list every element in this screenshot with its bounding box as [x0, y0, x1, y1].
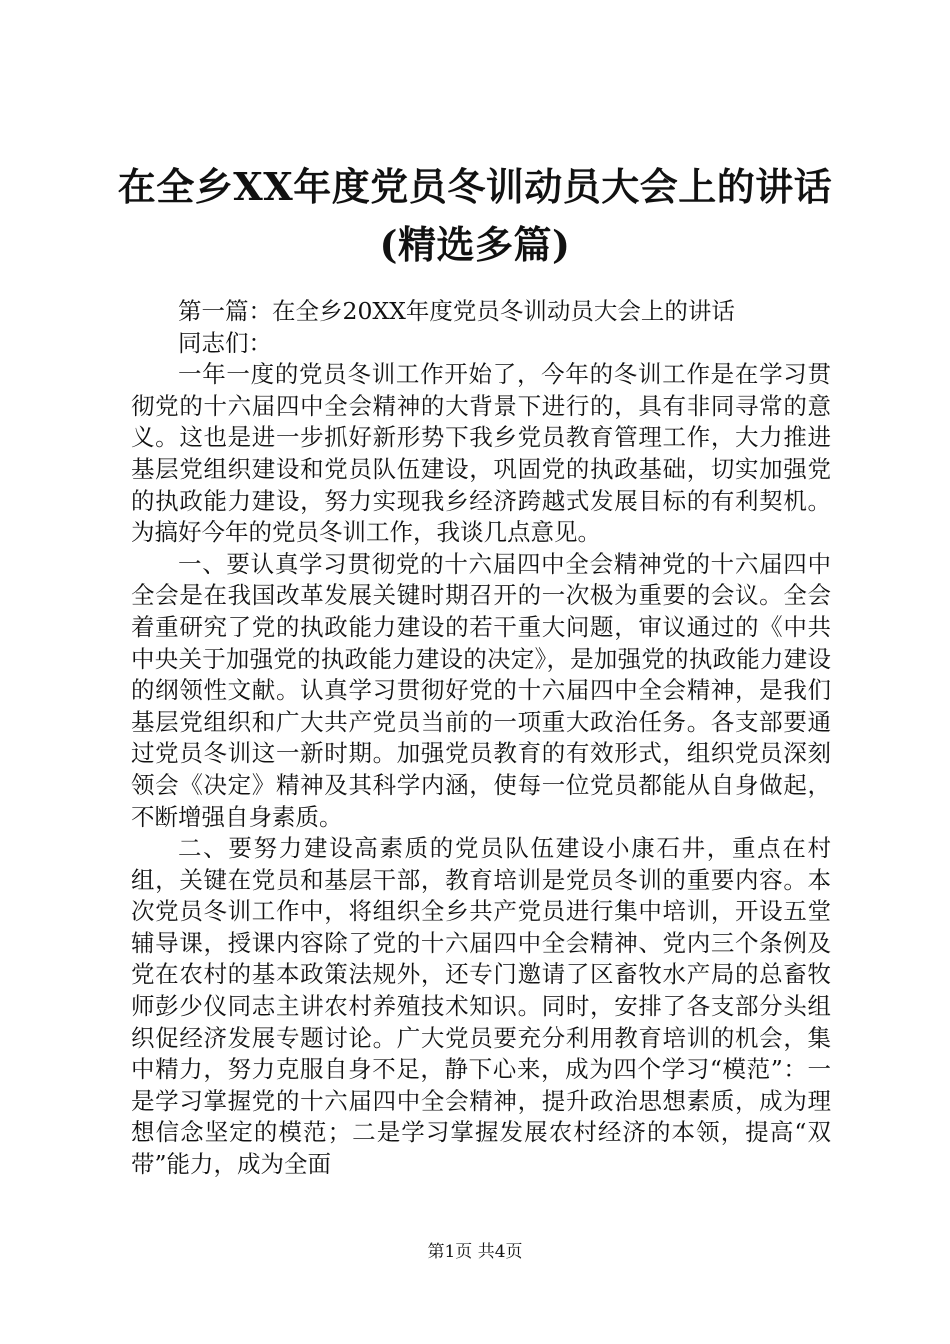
document-body: [131, 296, 831, 1181]
body-paragraph: 一、要认真学习贯彻党的十六届四中全会精神党的十六届四中全会是在我国改革发展关键时期召开的一次极为重要的会议。全会着重研究了党的执政能力建设的若干重大问题，审议通过的《中共中央关于加强党的执政能力建设的决定》，是加强党的执政能力建设的纲领性文献。认真学习贯彻好党的十六届四中全会精神，是我们基层党组织和广大共产党员当前的一项重大政治任务。各支部要通过党员冬训这一新时期。加强党员教育的有效形式，组织党员深刻领会《决定》精神及其科学内涵，使每一位党员都能从自身做起，不断增强自身素质。: [131, 549, 831, 831]
body-paragraph: 二、要努力建设高素质的党员队伍建设小康石井，重点在村组，关键在党员和基层干部，教育培训是党员冬训的重要内容。本次党员冬训工作中，将组织全乡共产党员进行集中培训，开设五堂辅导课，授课内容除了党的十六届四中全会精神、党内三个条例及党在农村的基本政策法规外，还专门邀请了区畜牧水产局的总畜牧师彭少仪同志主讲农村养殖技术知识。同时，安排了各支部分头组织促经济发展专题讨论。广大党员要充分利用教育培训的机会，集中精力，努力克服自身不足，静下心来，成为四个学习“模范”：一是学习掌握党的十六届四中全会精神，提升政治思想素质，成为理想信念坚定的模范；二是学习掌握发展农村经济的本领，提高“双带”能力，成为全面: [131, 834, 831, 1179]
page-number: 第1页 共4页: [427, 1242, 523, 1262]
body-paragraph: 一年一度的党员冬训工作开始了，今年的冬训工作是在学习贯彻党的十六届四中全会精神的大背景下进行的，具有非同寻常的意义。这也是进一步抓好新形势下我乡党员教育管理工作，大力推进基层党组织建设和党员队伍建设，巩固党的执政基础，切实加强党的执政能力建设，努力实现我乡经济跨越式发展目标的有利契机。为搞好今年的党员冬训工作，我谈几点意见。: [131, 360, 831, 547]
salutation: 同志们：: [178, 328, 272, 357]
section-heading: 第一篇：在全乡20XX年度党员冬训动员大会上的讲话: [178, 297, 735, 325]
document-title: 在全乡XX年度党员冬训动员大会上的讲话(精选多篇): [117, 164, 833, 267]
